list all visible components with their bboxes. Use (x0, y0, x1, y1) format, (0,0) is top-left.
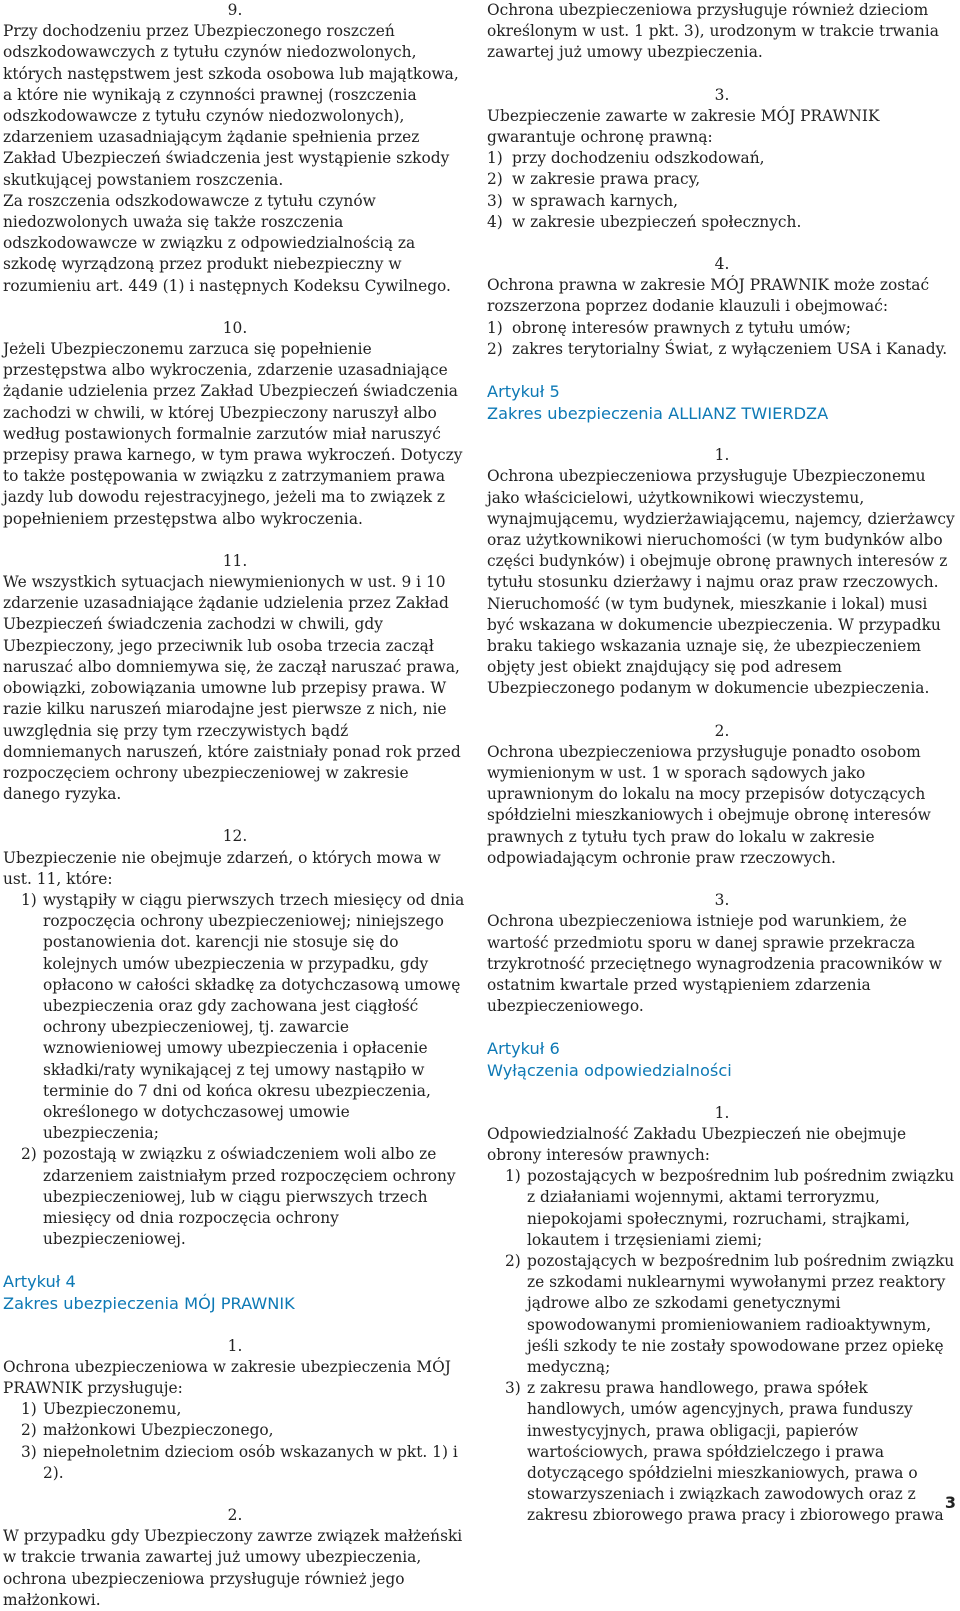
section-number: 3. (714, 85, 730, 104)
list-item-number: 1) (487, 149, 503, 168)
list-item-number: 3) (505, 1379, 521, 1398)
list-item (3, 1442, 467, 1484)
paragraph: Jeżeli Ubezpieczonemu zarzuca się popełnienie przestępstwa albo wykroczenia, zdarzenie uzasadniające żądanie udzielenia przez Zakład Ubezpieczeń świadczenia zachodzi w chwili, w której Ubezpieczony naruszył albo według postawionych formalnie zarzutów miał naruszyć przepisy prawa karnego, w tym prawa wykroczeń. Dotyczy to także postępowania w związku z zatrzymaniem prawa jazdy lub dowodu rejestracyjnego, jeżeli ma to związek z popełnieniem przestępstwa albo wykroczenia. (3, 340, 463, 528)
list-item (487, 1166, 957, 1251)
list-item (487, 191, 957, 212)
list-item-number: 1) (487, 318, 503, 337)
list-item-number: 3) (487, 191, 503, 210)
numbered-list (487, 1166, 957, 1526)
paragraph: Ochrona ubezpieczeniowa w zakresie ubezpieczenia MÓJ PRAWNIK przysługuje: (3, 1357, 451, 1397)
list-item-text: pozostających w bezpośrednim lub pośrednim związku z działaniami wojennymi, aktami terroryzmu, niepokojami społecznymi, rozruchami, strajkami, lokautem i trzęsieniami ziemi; (527, 1167, 955, 1249)
section-number: 11. (222, 551, 248, 570)
section-number: 12. (222, 827, 248, 846)
section-number: 9. (227, 1, 243, 19)
list-item (487, 1378, 957, 1526)
list-item-number: 1) (505, 1167, 521, 1186)
section-number: 1. (714, 1103, 730, 1122)
paragraph: Ubezpieczenie zawarte w zakresie MÓJ PRAWNIK gwarantuje ochronę prawną: (487, 106, 880, 147)
list-item-number: 2) (487, 339, 503, 358)
article-label: Artykuł 5 (487, 382, 560, 402)
right-column (487, 0, 957, 1527)
paragraph: Ochrona prawna w zakresie MÓJ PRAWNIK może zostać rozszerzona poprzez dodanie klauzuli i obejmować: (487, 276, 930, 316)
list-item-text: zakres terytorialny Świat, z wyłączeniem USA i Kanady. (512, 339, 948, 358)
article-title: Zakres ubezpieczenia ALLIANZ TWIERDZA (487, 403, 829, 423)
numbered-list (487, 318, 957, 360)
list-item-number: 2) (21, 1421, 37, 1440)
list-item (3, 1420, 467, 1441)
page-number: 3 (944, 1493, 956, 1512)
section-number: 3. (714, 891, 730, 910)
paragraph: Odpowiedzialność Zakładu Ubezpieczeń nie obejmuje obrony interesów prawnych: (487, 1124, 907, 1164)
list-item (487, 148, 957, 169)
numbered-list (3, 1399, 467, 1484)
list-item (3, 890, 467, 1144)
list-item-text: z zakresu prawa handlowego, prawa spółek handlowych, umów agencyjnych, prawa funduszy inwestycyjnych, prawa obligacji, papierów wartościowych, prawa spółdzielczego i prawa dotyczącego spółdzielni mieszkaniowych, prawa o stowarzyszeniach i związkach zawodowych oraz z zakresu zbiorowego prawa pracy i zbiorowego prawa (527, 1379, 944, 1525)
list-item-number: 1) (21, 890, 37, 909)
paragraph: Za roszczenia odszkodowawcze z tytułu czynów niedozwolonych uważa się także roszczenia odszkodowawcze w związku z odpowiedzialnością za szkodę wyrządzoną przez produkt niebezpieczny w rozumieniu art. 449 (1) i następnych Kodeksu Cywilnego. (3, 191, 451, 295)
paragraph: Ubezpieczenie nie obejmuje zdarzeń, o których mowa w ust. 11, które: (3, 848, 441, 888)
paragraph: W przypadku gdy Ubezpieczony zawrze związek małżeński w trakcie trwania zawartej już umowy ubezpieczenia, ochrona ubezpieczeniowa przysługuje również jego małżonkowi. (3, 1527, 463, 1609)
list-item (487, 169, 957, 190)
section-number: 10. (222, 318, 248, 337)
section-number: 2. (714, 721, 730, 740)
list-item (487, 212, 957, 233)
article-label: Artykuł 6 (487, 1039, 560, 1059)
list-item-text: przy dochodzeniu odszkodowań, (512, 149, 765, 168)
list-item-text: niepełnoletnim dzieciom osób wskazanych w pkt. 1) i 2). (43, 1442, 458, 1482)
list-item (3, 1399, 467, 1420)
left-column (3, 0, 467, 1611)
paragraph: Ochrona ubezpieczeniowa istnieje pod warunkiem, że wartość przedmiotu sporu w danej sprawie przekracza trzykrotność przeciętnego wynagrodzenia pracowników w ostatnim kwartale przed wystąpieniem zdarzenia ubezpieczeniowego. (487, 912, 942, 1016)
list-item-number: 2) (505, 1251, 521, 1270)
list-item-text: w zakresie ubezpieczeń społecznych. (512, 212, 802, 231)
section-number: 4. (714, 255, 730, 274)
list-item (487, 318, 957, 339)
list-item-text: wystąpiły w ciągu pierwszych trzech miesięcy od dnia rozpoczęcia ochrony ubezpieczeniowej; niniejszego postanowienia dot. karencji nie stosuje się do kolejnych umów ubezpieczenia w przypadku, gdy opłacono w całości składkę za dotychczasową umowę ubezpieczenia oraz gdy zachowana jest ciągłość ochrony ubezpieczeniowej, tj. zawarcie wznowieniowej umowy ubezpieczenia i opłacenie składki/raty wynikającej z tej umowy nastąpiło w terminie do 7 dni od końca okresu ubezpieczenia, określonego w dotychczasowej umowie ubezpieczenia; (43, 890, 465, 1143)
paragraph: Ochrona ubezpieczeniowa przysługuje ponadto osobom wymienionym w ust. 1 w sporach sądowych jako uprawnionym do lokalu na mocy przepisów dotyczących spółdzielni mieszkaniowych i obejmuje obronę interesów prawnych z tytułu tych praw do lokalu w zakresie odpowiadającym ochronie praw rzeczowych. (487, 742, 931, 867)
numbered-list (487, 148, 957, 233)
list-item-text: obronę interesów prawnych z tytułu umów; (512, 318, 851, 337)
section-number: 1. (227, 1336, 243, 1355)
list-item-text: Ubezpieczonemu, (43, 1400, 182, 1419)
list-item-number: 2) (21, 1145, 37, 1164)
article-title: Wyłączenia odpowiedzialności (487, 1060, 732, 1080)
list-item (487, 1251, 957, 1378)
list-item-text: w sprawach karnych, (512, 191, 679, 210)
paragraph: Ochrona ubezpieczeniowa przysługuje również dzieciom określonym w ust. 1 pkt. 3), urodzonym w trakcie trwania zawartej już umowy ubezpieczenia. (487, 1, 939, 62)
list-item-number: 4) (487, 212, 503, 231)
paragraph: We wszystkich sytuacjach niewymienionych w ust. 9 i 10 zdarzenie uzasadniające żądanie udzielenia przez Zakład Ubezpieczeń świadczenia zachodzi w chwili, gdy Ubezpieczony, jego przeciwnik lub osoba trzecia zaczął naruszać albo domniemywa się, że zaczął naruszać prawa, obowiązki, zobowiązania umowne lub przepisy prawa. W razie kilku naruszeń miarodajne jest pierwsze z nich, nie uwzględnia się przy tym rzeczywistych bądź domniemanych naruszeń, które zaistniały ponad rok przed rozpoczęciem ochrony ubezpieczeniowej w zakresie danego ryzyka. (3, 573, 461, 804)
section-number: 2. (227, 1505, 243, 1524)
numbered-list (3, 890, 467, 1250)
list-item-number: 1) (21, 1400, 37, 1419)
list-item-number: 2) (487, 170, 503, 189)
paragraph: Przy dochodzeniu przez Ubezpieczonego roszczeń odszkodowawczych z tytułu czynów niedozwolonych, których następstwem jest szkoda osobowa lub majątkowa, a które nie wynikają z czynności prawnej (roszczenia odszkodowawcze z tytułu czynów niedozwolonych), zdarzeniem uzasadniającym żądanie spełnienia przez Zakład Ubezpieczeń świadczenia jest wystąpienie szkody skutkującej powstaniem roszczenia. (3, 22, 459, 189)
section-number: 1. (714, 446, 730, 465)
list-item (3, 1144, 467, 1250)
list-item-number: 3) (21, 1442, 37, 1461)
list-item-text: małżonkowi Ubezpieczonego, (43, 1421, 274, 1440)
list-item (487, 339, 957, 360)
list-item-text: pozostających w bezpośrednim lub pośrednim związku ze szkodami nuklearnymi wywołanymi przez reaktory jądrowe albo ze szkodami genetycznymi spowodowanymi promieniowaniem radioaktywnym, jeśli szkody te nie zostały spowodowane przez opiekę medyczną; (527, 1251, 955, 1376)
paragraph: Ochrona ubezpieczeniowa przysługuje Ubezpieczonemu jako właścicielowi, użytkownikowi wieczystemu, wynajmującemu, wydzierżawiającemu, najemcy, dzierżawcy oraz użytkownikowi nieruchomości (w tym budynków albo części budynków) i obejmuje obronę prawnych interesów z tytułu stosunku dzierżawy i najmu oraz praw rzeczowych. Nieruchomość (w tym budynek, mieszkanie i lokal) musi być wskazana w dokumencie ubezpieczenia. W przypadku braku takiego wskazania uznaje się, że ubezpieczeniem objęty jest obiekt znajdujący się pod adresem Ubezpieczonego podanym w dokumencie ubezpieczenia. (487, 467, 955, 698)
list-item-text: pozostają w związku z oświadczeniem woli albo ze zdarzeniem zaistniałym przed rozpoczęciem ochrony ubezpieczeniowej, lub w ciągu pierwszych trzech miesięcy od dnia rozpoczęcia ochrony ubezpieczeniowej. (43, 1145, 456, 1249)
article-label: Artykuł 4 (3, 1272, 76, 1292)
article-title: Zakres ubezpieczenia MÓJ PRAWNIK (3, 1293, 295, 1313)
list-item-text: w zakresie prawa pracy, (512, 170, 701, 189)
